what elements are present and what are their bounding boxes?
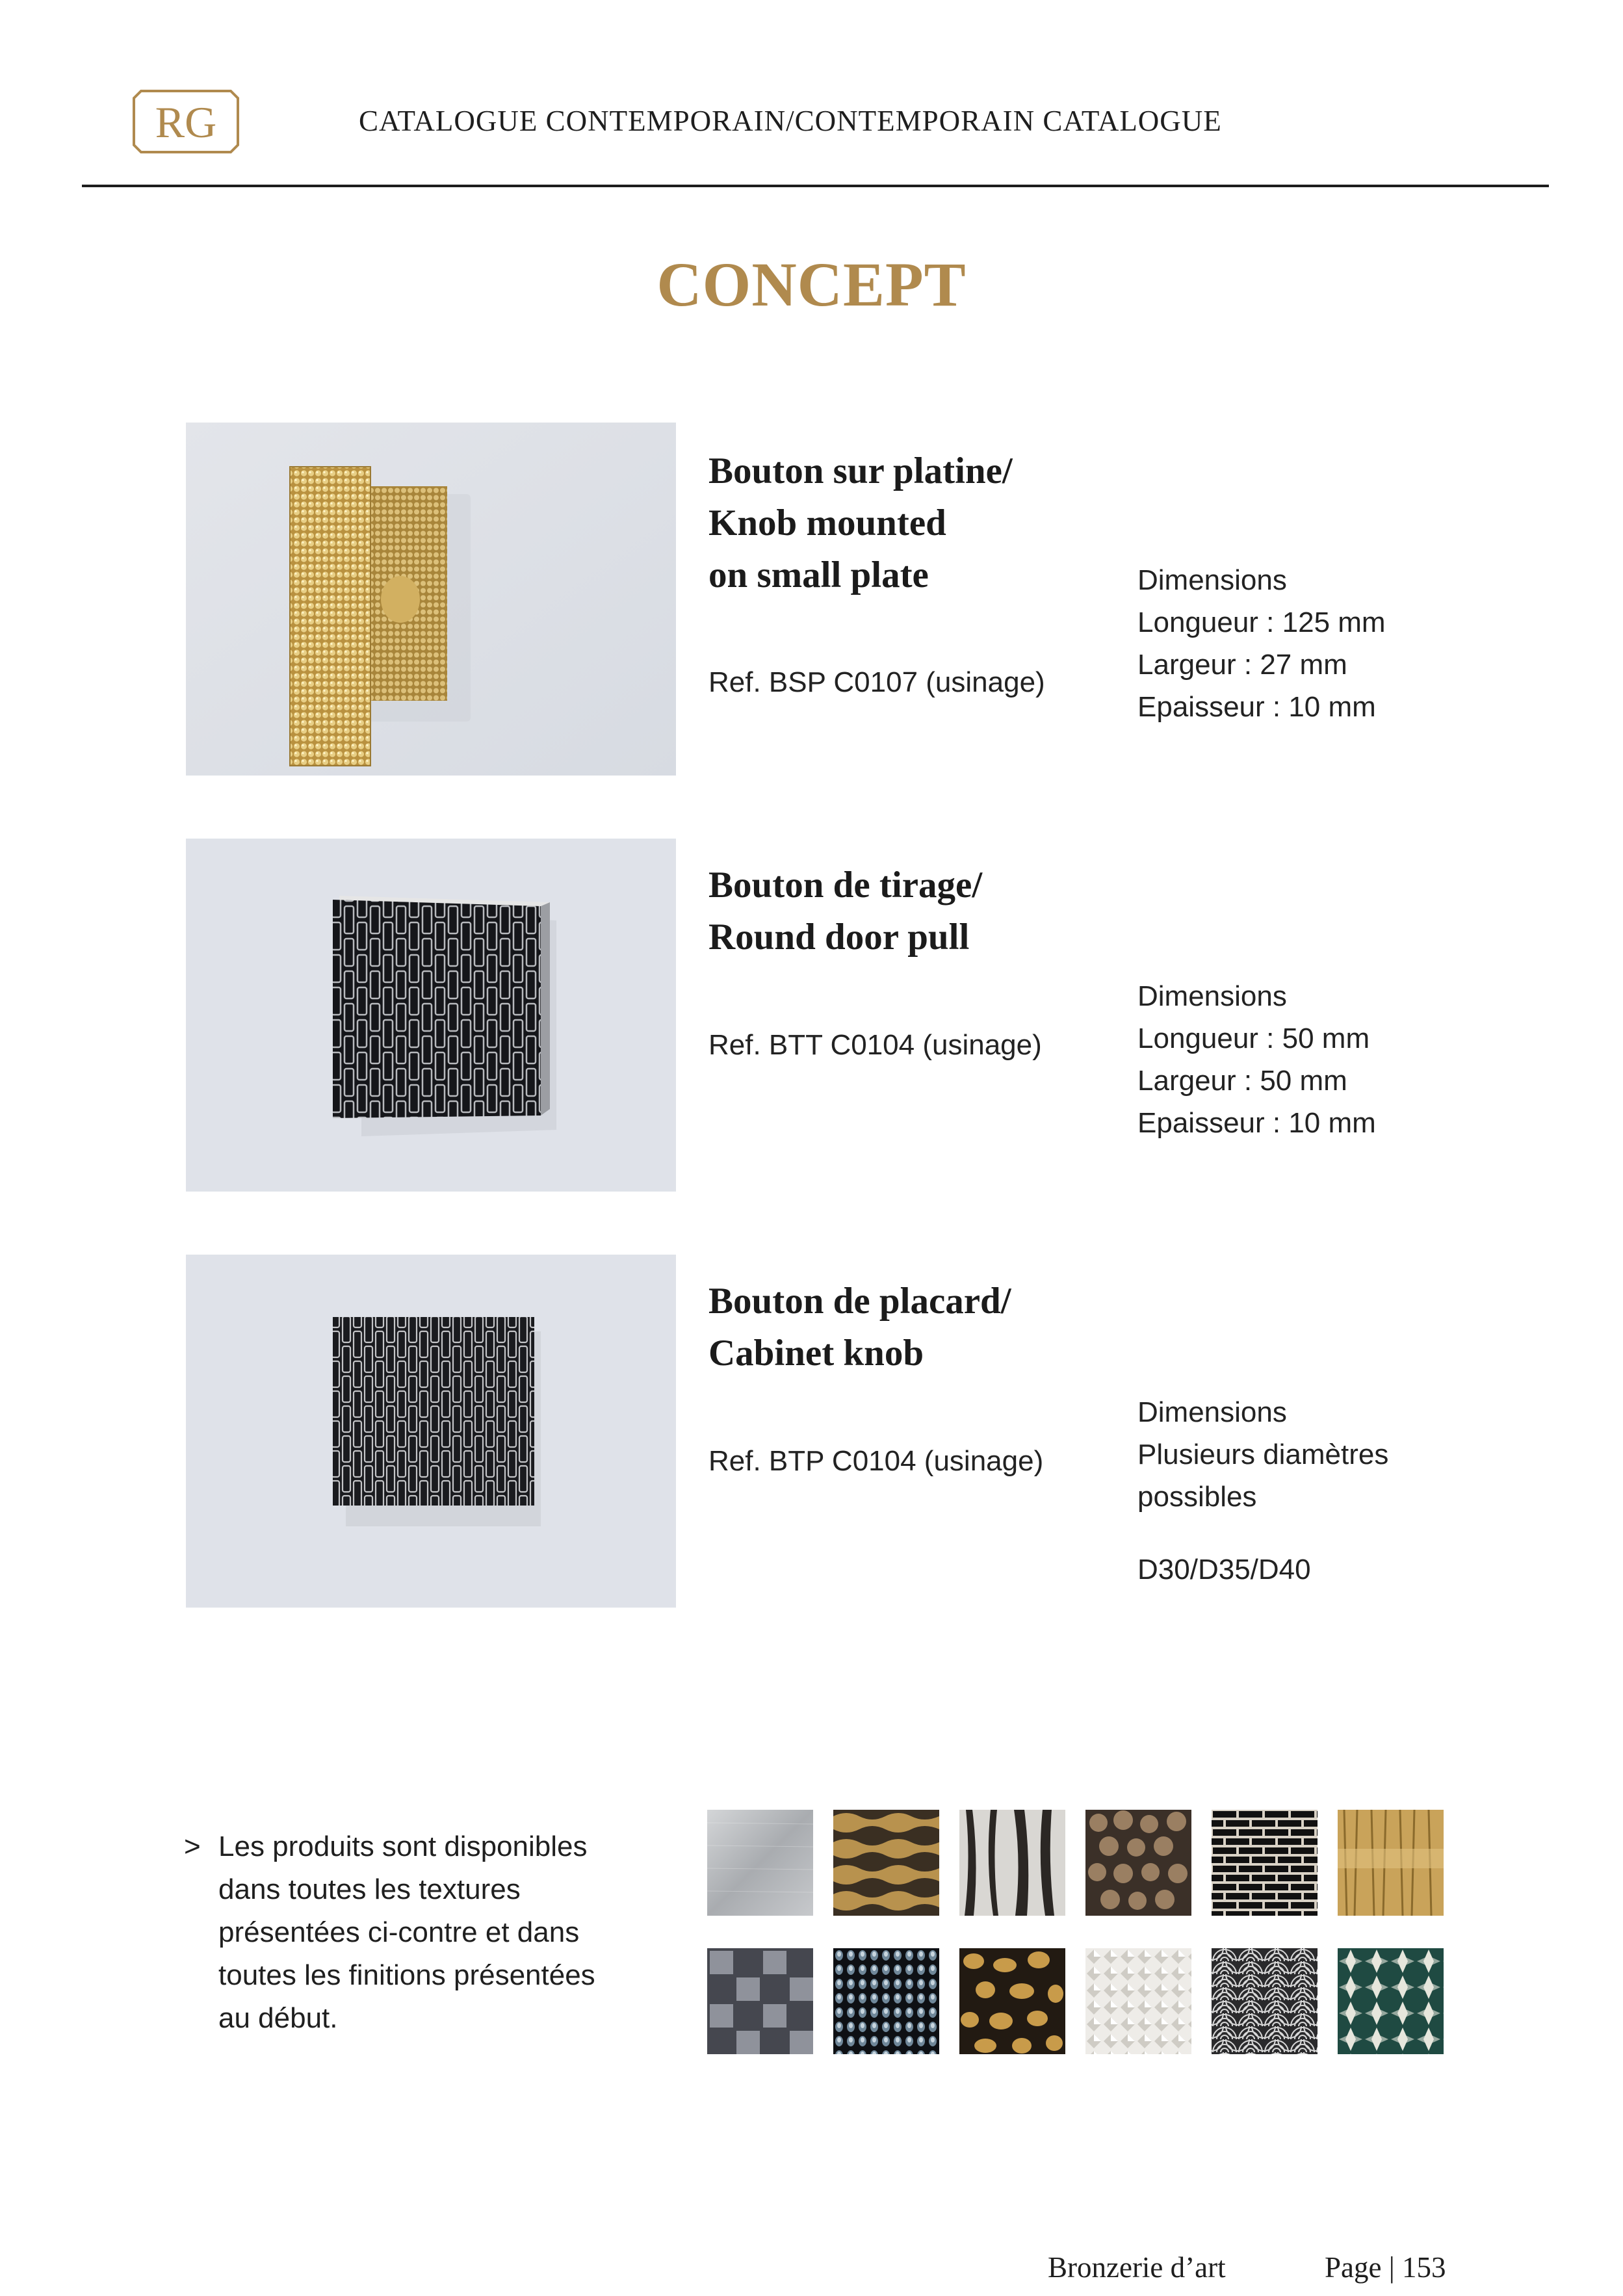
product-photo-cabinet-knob	[186, 1255, 676, 1608]
bullet-arrow: >	[184, 1831, 201, 1862]
texture-swatch-gold-bark	[1338, 1810, 1444, 1916]
product-photo-door-pull	[186, 839, 676, 1192]
product-dims-3: Dimensions Plusieurs diamètres possibles D30/D35/D40	[1137, 1391, 1388, 1591]
product-name-1: Bouton sur platine/ Knob mounted on small plate	[708, 450, 1013, 595]
texture-swatch-art-deco-fan	[1212, 1948, 1318, 2054]
header-divider	[82, 185, 1549, 187]
product-photo-gold-knob	[186, 423, 676, 776]
product-name-2: Bouton de tirage/ Round door pull	[708, 865, 983, 958]
texture-swatch-gold-pebble	[959, 1948, 1065, 2054]
texture-swatch-woven-pewter	[707, 1948, 813, 2054]
texture-swatch-wave-bronze	[833, 1810, 939, 1916]
product-dims-1: Dimensions Longueur : 125 mm Largeur : 27 mm Epaisseur : 10 mm	[1137, 564, 1386, 723]
rg-logo	[132, 89, 240, 154]
texture-swatch-wood-grain	[959, 1810, 1065, 1916]
texture-swatch-white-diamond	[1085, 1948, 1191, 2054]
product-ref-1: Ref. BSP C0107 (usinage)	[708, 666, 1045, 698]
product-dims-2: Dimensions Longueur : 50 mm Largeur : 50 mm Epaisseur : 10 mm	[1137, 980, 1376, 1139]
product-ref-2: Ref. BTT C0104 (usinage)	[708, 1029, 1042, 1061]
texture-swatch-black-brick	[1212, 1810, 1318, 1916]
texture-swatch-black-scales	[833, 1948, 939, 2054]
product-ref-3: Ref. BTP C0104 (usinage)	[708, 1445, 1044, 1477]
texture-swatch-hammered-bronze	[1085, 1810, 1191, 1916]
page-number: Page | 153	[1325, 2251, 1446, 2284]
logo-text: RG	[155, 98, 217, 147]
diameter-options: D30/D35/D40	[1137, 1554, 1311, 1585]
texture-swatch-brushed-steel	[707, 1810, 813, 1916]
catalogue-title: CATALOGUE CONTEMPORAIN/CONTEMPORAIN CATALOGUE	[359, 105, 1222, 137]
footer-brand: Bronzerie d’art	[1048, 2251, 1226, 2284]
page-title: CONCEPT	[656, 250, 967, 319]
texture-swatch-green-leaf	[1338, 1948, 1444, 2054]
product-name-3: Bouton de placard/ Cabinet knob	[708, 1281, 1011, 1374]
